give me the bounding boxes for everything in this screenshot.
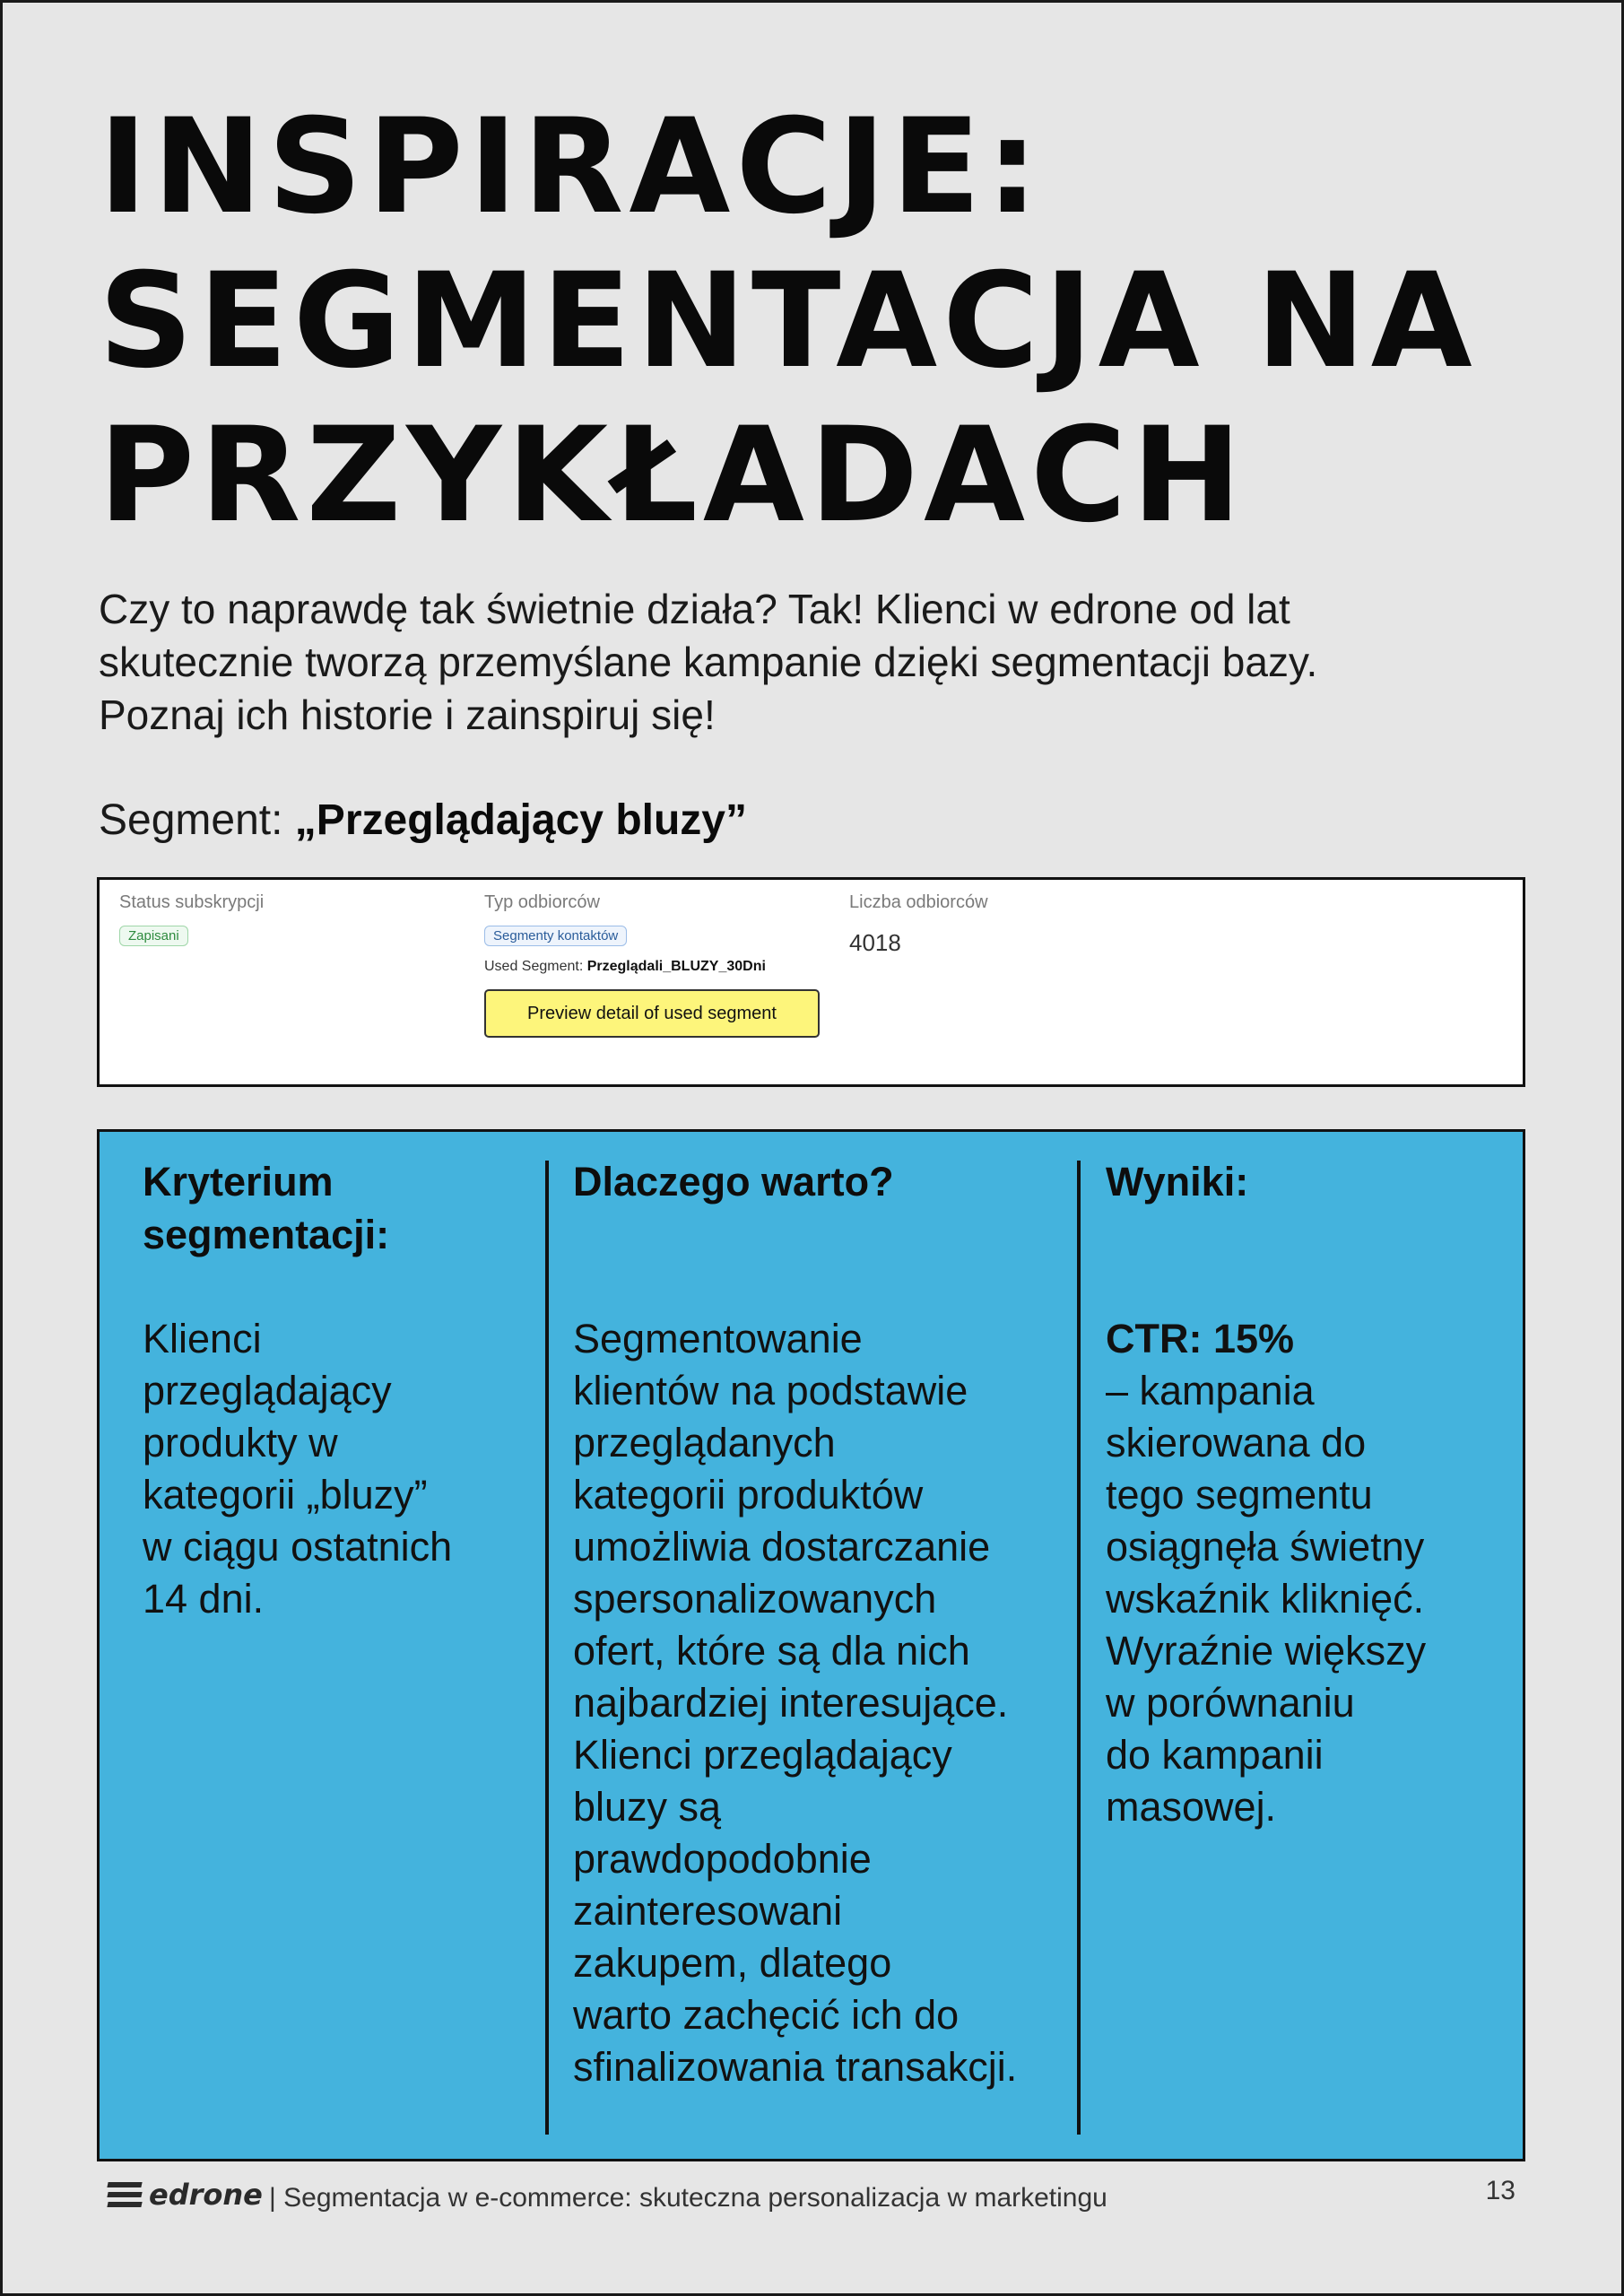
info-panel — [97, 1129, 1525, 2161]
used-segment-text — [484, 959, 820, 975]
results-line: masowej. — [1106, 1784, 1277, 1830]
criterion-line: kategorii „bluzy” — [143, 1472, 428, 1518]
criterion-heading-line: Kryterium — [143, 1159, 334, 1205]
why-line: spersonalizowanych — [573, 1576, 937, 1622]
subscription-status-label: Status subskrypcji — [119, 892, 265, 912]
intro-line-1: Czy to naprawdę tak świetnie działa? Tak! Klienci w edrone od lat — [99, 586, 1290, 632]
page-title — [99, 90, 1578, 552]
used-segment-prefix: Used Segment: — [484, 959, 587, 974]
criterion-line: Klienci — [143, 1316, 262, 1361]
why-line: sfinalizowania transakcji. — [573, 2044, 1018, 2090]
results-line: do kampanii — [1106, 1732, 1324, 1778]
intro-line-2: skutecznie tworzą przemyślane kampanie dzięki segmentacji bazy. — [99, 639, 1318, 685]
results-line: wskaźnik kliknięć. — [1106, 1576, 1425, 1622]
why-line: kategorii produktów — [573, 1472, 924, 1518]
logo-wordmark: edrone — [149, 2178, 263, 2212]
page-number: 13 — [1485, 2176, 1515, 2205]
results-line: osiągnęła świetny — [1106, 1524, 1425, 1570]
results-body — [1106, 1313, 1426, 1833]
ctr-metric: CTR: 15% — [1106, 1316, 1295, 1361]
why-line: ofert, które są dla nich — [573, 1628, 970, 1674]
criterion-column — [143, 1155, 453, 1622]
title-line-2: SEGMENTACJA NA — [99, 245, 1478, 397]
why-line: umożliwia dostarczanie — [573, 1524, 991, 1570]
why-line: Klienci przeglądający — [573, 1732, 952, 1778]
recipient-count-value: 4018 — [849, 929, 901, 956]
results-line: – kampania — [1106, 1368, 1315, 1413]
why-body — [573, 1313, 1017, 2093]
recipient-count-label: Liczba odbiorców — [849, 892, 988, 912]
criterion-line: 14 dni. — [143, 1576, 265, 1622]
why-line: prawdopodobnie — [573, 1836, 872, 1882]
used-segment-name: Przeglądali_BLUZY_30Dni — [586, 959, 766, 974]
intro-line-3: Poznaj ich historie i zainspiruj się! — [99, 691, 716, 738]
why-line: zakupem, dlatego — [573, 1940, 892, 1986]
subscribed-badge: Zapisani — [119, 926, 188, 946]
criterion-heading-line: segmentacji: — [143, 1212, 390, 1257]
campaign-ui-screenshot — [97, 877, 1525, 1087]
why-line: przeglądanych — [573, 1420, 836, 1465]
recipient-type-column — [484, 892, 820, 1038]
column-divider — [1077, 1161, 1081, 2135]
results-line: skierowana do — [1106, 1420, 1367, 1465]
why-line: warto zachęcić ich do — [573, 1992, 960, 2038]
why-heading-line: Dlaczego warto? — [573, 1159, 894, 1205]
why-heading — [573, 1155, 894, 1208]
results-heading — [1106, 1155, 1248, 1208]
footer-caption: | Segmentacja w e-commerce: skuteczna personalizacja w marketingu — [269, 2183, 1107, 2213]
why-line: Segmentowanie — [573, 1316, 863, 1361]
intro-paragraph — [99, 583, 1498, 742]
edrone-logo — [108, 2178, 263, 2212]
recipient-type-label: Typ odbiorców — [484, 892, 600, 912]
segment-name: „Przeglądający bluzy” — [294, 796, 747, 844]
why-column — [573, 1155, 1018, 2090]
menu-bars-icon — [108, 2180, 142, 2209]
criterion-line: produkty w — [143, 1420, 338, 1465]
results-column — [1106, 1155, 1427, 1830]
recipient-count-column — [849, 892, 988, 957]
criterion-heading — [143, 1155, 389, 1261]
criterion-line: w ciągu ostatnich — [143, 1524, 453, 1570]
title-line-3: PRZYKŁADACH — [99, 399, 1247, 552]
segment-heading — [99, 794, 747, 848]
segment-prefix: Segment: — [99, 796, 295, 844]
title-line-1: INSPIRACJE: — [99, 91, 1044, 243]
criterion-line: przeglądający — [143, 1368, 392, 1413]
why-line: bluzy są — [573, 1784, 722, 1830]
results-line: Wyraźnie większy — [1106, 1628, 1427, 1674]
criterion-body — [143, 1313, 452, 1625]
subscription-status-column — [119, 892, 264, 946]
results-line: tego segmentu — [1106, 1472, 1373, 1518]
preview-segment-button[interactable]: Preview detail of used segment — [484, 989, 820, 1038]
contact-segments-badge: Segmenty kontaktów — [484, 926, 627, 946]
column-divider — [545, 1161, 549, 2135]
results-heading-line: Wyniki: — [1106, 1159, 1249, 1205]
why-line: klientów na podstawie — [573, 1368, 968, 1413]
page-footer — [108, 2170, 1524, 2224]
why-line: najbardziej interesujące. — [573, 1680, 1009, 1726]
results-line: w porównaniu — [1106, 1680, 1355, 1726]
why-line: zainteresowani — [573, 1888, 843, 1934]
